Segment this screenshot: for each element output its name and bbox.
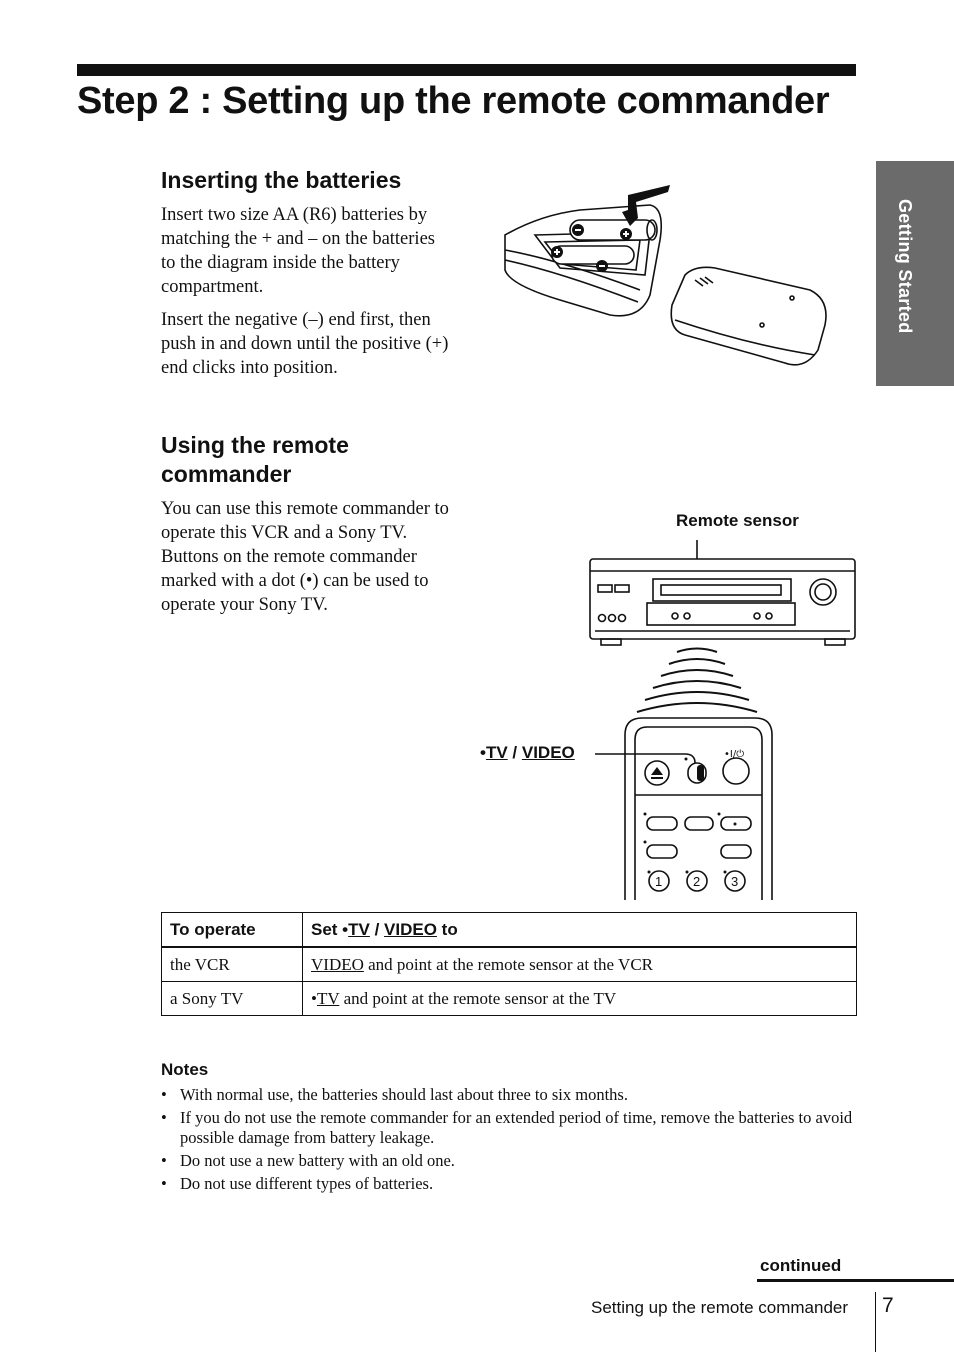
remote-body (625, 718, 772, 900)
using-remote-heading: Using the remote commander (161, 432, 349, 487)
footer-section-title: Setting up the remote commander (591, 1298, 849, 1317)
table-row (162, 982, 857, 1016)
page-number: 7 (882, 1294, 894, 1317)
svg-text:3: 3 (731, 874, 739, 889)
list-item: • Do not use different types of batteries. (161, 1174, 861, 1194)
continued-rule (757, 1279, 954, 1282)
title-rule (77, 64, 856, 76)
table-header-cell: Set •TV / VIDEO to (303, 913, 857, 948)
power-icon: •I/⏻ (724, 749, 745, 760)
notes-heading: Notes (161, 1060, 209, 1079)
table-row (162, 947, 857, 982)
svg-text:2: 2 (693, 874, 701, 889)
page-title: Step 2 : Setting up the remote commander (77, 80, 830, 122)
list-item: • With normal use, the batteries should last about three to six months. (161, 1085, 861, 1105)
svg-text:1: 1 (655, 874, 663, 889)
footer-divider (875, 1292, 876, 1352)
table-cell: •TV and point at the remote sensor at the TV (303, 982, 857, 1016)
list-item: • If you do not use the remote commander for an extended period of time, remove the batteries to avoid possible damage from battery leakage. (161, 1108, 861, 1148)
vcr-remote-illustration (585, 535, 860, 900)
section-tab (876, 161, 954, 386)
section-tab-label: Getting Started (895, 199, 915, 334)
battery-cover (671, 267, 826, 365)
table-cell: the VCR (162, 947, 303, 982)
inserting-batteries-heading: Inserting the batteries (161, 167, 402, 193)
table-header-cell: To operate (162, 913, 303, 948)
remote-sensor-label: Remote sensor (676, 511, 799, 530)
notes-list (161, 1085, 861, 1197)
tv-video-switch-label: •TV / VIDEO (480, 743, 575, 762)
operation-table (161, 912, 857, 1016)
continued-label: continued (760, 1256, 842, 1275)
inserting-paragraph-2: Insert the negative (–) end first, then push in and down until the positive (+) end clicks into position. (161, 310, 449, 378)
inserting-paragraph-1: Insert two size AA (R6) batteries by matching the + and – on the batteries to the diagram inside the battery compartment. (161, 205, 435, 297)
using-paragraph: You can use this remote commander to operate this VCR and a Sony TV. Buttons on the remote commander marked with a dot (•) can be used to operate your Sony TV. (161, 499, 449, 615)
table-header-row (162, 913, 857, 948)
battery-insertion-illustration (500, 180, 840, 370)
list-item: • Do not use a new battery with an old one. (161, 1151, 861, 1171)
table-cell: a Sony TV (162, 982, 303, 1016)
table-cell: VIDEO and point at the remote sensor at the VCR (303, 947, 857, 982)
